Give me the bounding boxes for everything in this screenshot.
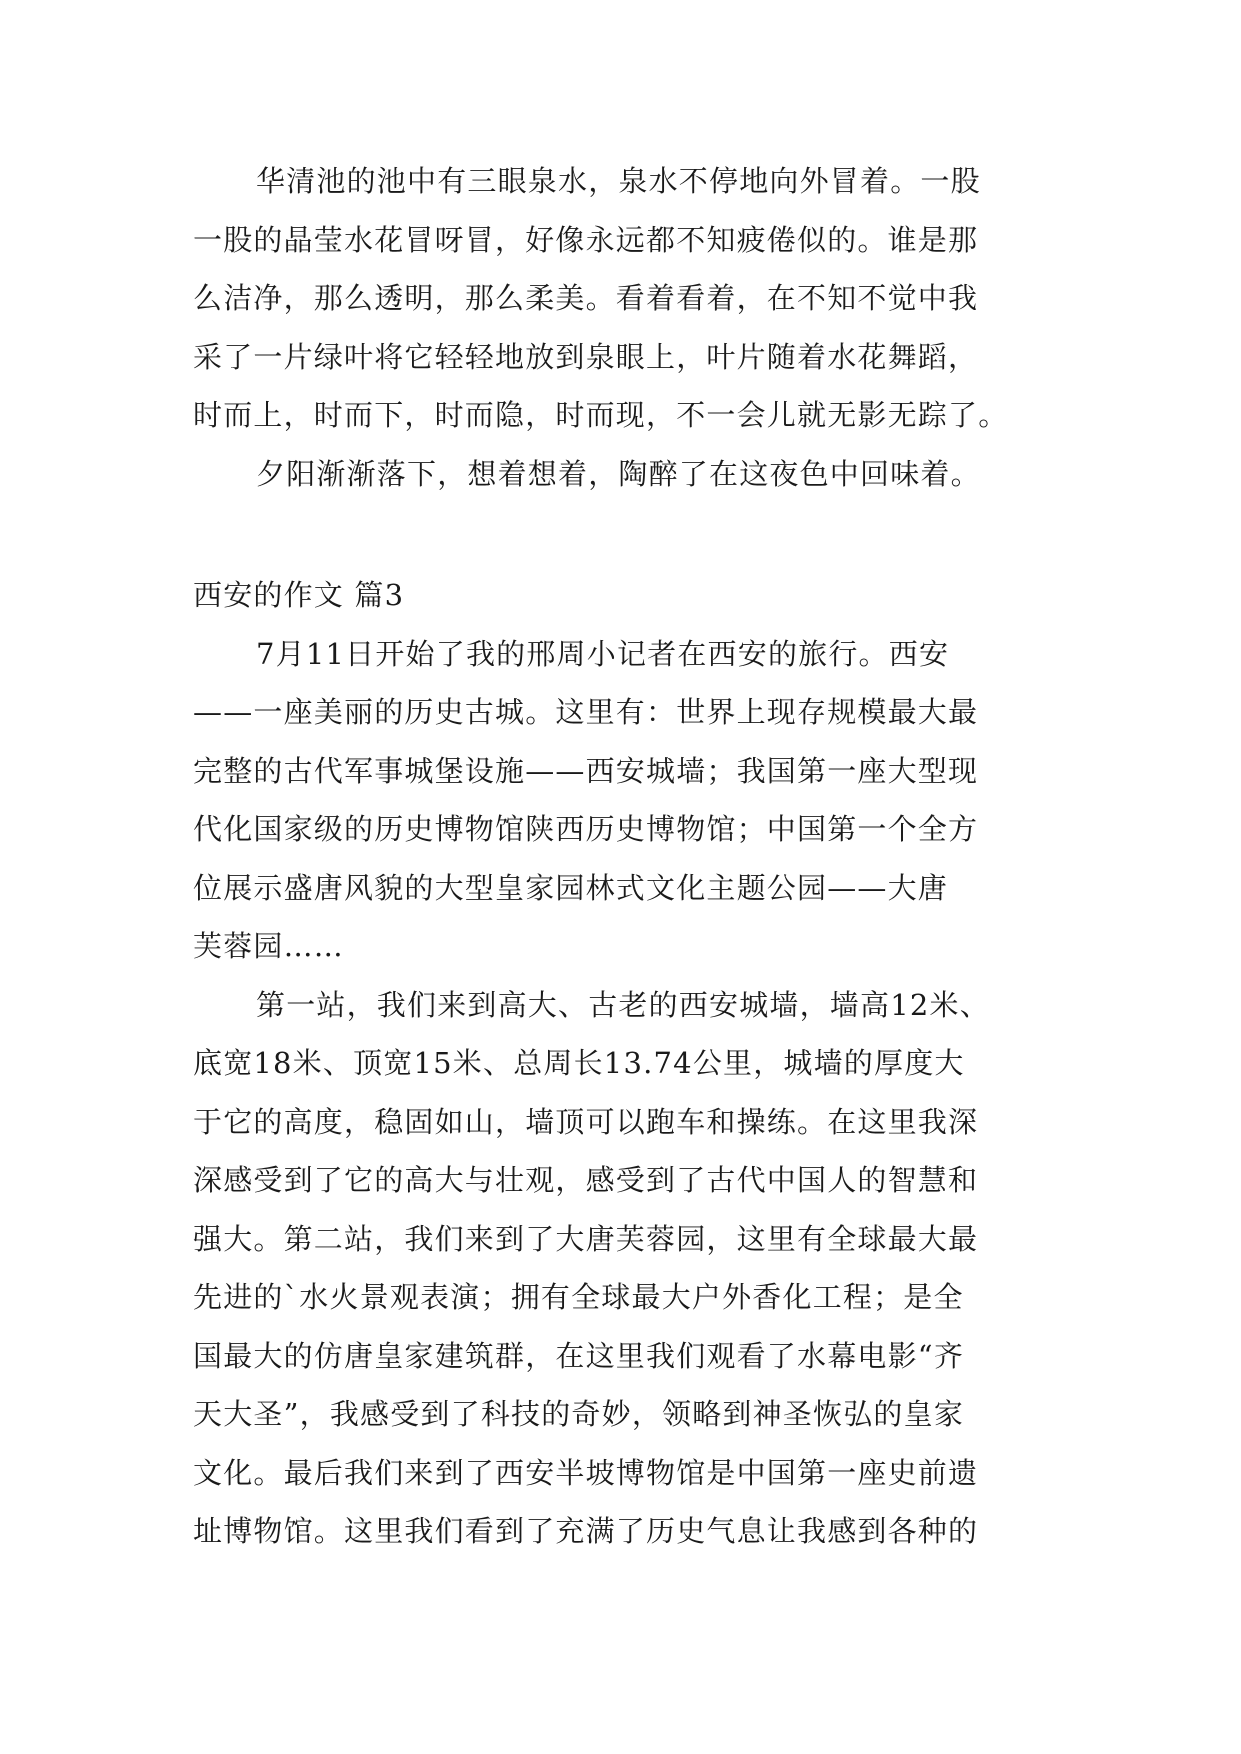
text-line: 天大圣”，我感受到了科技的奇妙，领略到神圣恢弘的皇家 [193, 1397, 965, 1431]
text-line: 先进的`水火景观表演；拥有全球最大户外香化工程；是全 [193, 1280, 964, 1314]
text-line: 址博物馆。这里我们看到了充满了历史气息让我感到各种的 [193, 1514, 979, 1548]
text-line: 强大。第二站，我们来到了大唐芙蓉园，这里有全球最大最 [193, 1221, 979, 1256]
section-one [193, 152, 1073, 503]
text-line: 深感受到了它的高大与壮观，感受到了古代中国人的智慧和 [193, 1163, 979, 1197]
text-line: 文化。最后我们来到了西安半坡博物馆是中国第一座史前遗 [193, 1455, 979, 1490]
text-line: 华清池的池中有三眼泉水，泉水不停地向外冒着。一股 [256, 164, 981, 198]
text-line: 底宽18米、顶宽15米、总周长13.74公里，城墙的厚度大 [193, 1046, 965, 1080]
text-line: 7月11日开始了我的邢周小记者在西安的旅行。西安 [256, 636, 950, 671]
text-line: 第一站，我们来到高大、古老的西安城墙，墙高12米、 [256, 987, 990, 1022]
paragraph-sunset [193, 445, 1073, 504]
text-line: 采了一片绿叶将它轻轻地放到泉眼上，叶片随着水花舞蹈， [193, 339, 979, 374]
text-line: 芙蓉园…… [193, 929, 345, 963]
paragraph-first-stop [193, 976, 1073, 1561]
text-line: 时而上，时而下，时而隐，时而现，不一会儿就无影无踪了。 [193, 398, 1009, 432]
paragraph-intro [193, 625, 1073, 976]
text-line: 完整的古代军事城堡设施——西安城墙；我国第一座大型现 [193, 753, 979, 788]
text-line: 代化国家级的历史博物馆陕西历史博物馆；中国第一个全方 [193, 812, 979, 846]
section-two [193, 566, 1073, 1561]
text-line: 位展示盛唐风貌的大型皇家园林式文化主题公园——大唐 [193, 870, 949, 905]
text-line: ——一座美丽的历史古城。这里有：世界上现存规模最大最 [193, 695, 979, 729]
text-line: 国最大的仿唐皇家建筑群，在这里我们观看了水幕电影“齐 [193, 1338, 965, 1373]
section-heading: 西安的作文 篇3 [193, 578, 405, 612]
text-line: 一股的晶莹水花冒呀冒，好像永远都不知疲倦似的。谁是那 [193, 222, 979, 257]
text-line: 于它的高度，稳固如山，墙顶可以跑车和操练。在这里我深 [193, 1104, 979, 1139]
text-line: 夕阳渐渐落下，想着想着，陶醉了在这夜色中回味着。 [256, 456, 981, 491]
paragraph-huaqingchi [193, 152, 1073, 445]
text-line: 么洁净，那么透明，那么柔美。看着看着，在不知不觉中我 [193, 281, 979, 315]
